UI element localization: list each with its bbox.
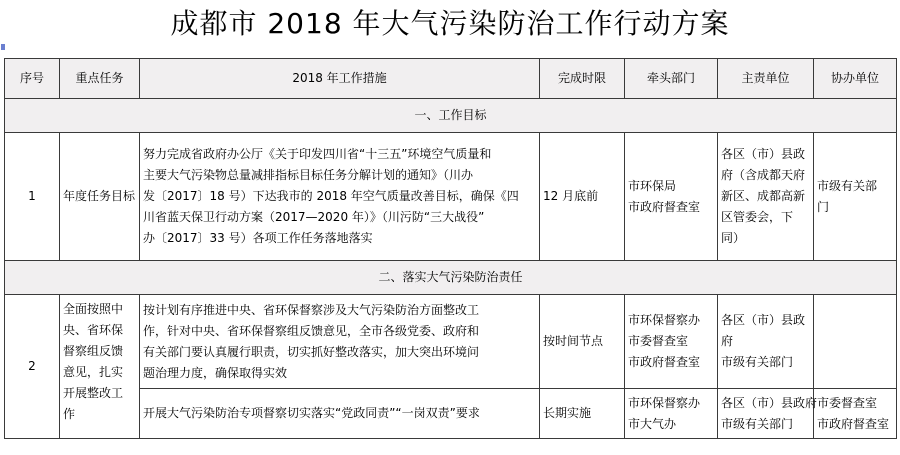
main-unit-line: 新区、成都高新 <box>721 189 806 203</box>
lead-dept-cell <box>625 133 718 261</box>
measures-cell: 开展大气污染防治专项督察切实落实“党政同责”“一岗双责”要求 <box>140 389 540 439</box>
header-cell-deadline: 完成时限 <box>540 59 625 99</box>
measure-line: 有关部门要认真履行职责，切实抓好整改落实，加大突出环境问 <box>143 344 480 359</box>
measure-line: 办〔2017〕33 号）各项工作任务落地落实 <box>143 231 373 245</box>
task-line: 意见，扎实 <box>63 365 124 379</box>
row-number: 1 <box>5 133 60 261</box>
row-number: 2 <box>5 295 60 439</box>
table-row <box>5 295 897 389</box>
deadline-cell: 长期实施 <box>540 389 625 439</box>
main-unit-line: 各区（市）县政 <box>721 147 806 161</box>
main-unit-cell <box>718 389 818 439</box>
header-cell-lead-dept: 牵头部门 <box>625 59 718 99</box>
task-line: 督察组反馈 <box>63 344 124 358</box>
header-cell-task: 重点任务 <box>60 59 140 99</box>
lead-dept-line: 市大气办 <box>628 416 677 431</box>
table-header-row <box>5 59 897 99</box>
main-unit-line: 区管委会，下 <box>721 210 794 224</box>
page-title: 成都市 2018 年大气污染防治工作行动方案 <box>170 7 730 40</box>
main-unit-line: 市级有关部门 <box>721 355 794 369</box>
lead-dept-line: 市政府督查室 <box>628 199 701 214</box>
assist-unit-cell <box>814 133 897 261</box>
main-unit-cell <box>718 295 814 389</box>
lead-dept-line: 市环保督察办 <box>628 395 701 410</box>
assist-unit-line: 市委督查室 <box>817 395 878 410</box>
header-cell-main-unit: 主责单位 <box>718 59 814 99</box>
task-line: 央、省环保 <box>63 323 124 337</box>
measure-line: 按计划有序推进中央、省环保督察涉及大气污染防治方面整改工 <box>143 302 480 317</box>
lead-dept-line: 市委督查室 <box>628 334 689 348</box>
header-cell-no: 序号 <box>5 59 60 99</box>
main-unit-line: 各区（市）县政 <box>721 313 806 327</box>
lead-dept-line: 市政府督查室 <box>628 355 701 369</box>
measure-line: 主要大气污染物总量减排指标目标任务分解计划的通知》（川办 <box>143 168 474 182</box>
measure-line: 题治理力度，确保取得实效 <box>143 365 288 380</box>
section-heading: 二、落实大气污染防治责任 <box>5 261 897 295</box>
main-unit-line: 各区（市）县政府 <box>721 395 818 410</box>
deadline-cell: 12 月底前 <box>540 133 625 261</box>
main-unit-line: 府 <box>721 334 734 348</box>
header-cell-assist-unit: 协办单位 <box>814 59 897 99</box>
measures-cell <box>140 295 540 389</box>
assist-unit-line: 市级有关部 <box>817 178 878 193</box>
main-unit-cell <box>718 133 814 261</box>
measure-line: 川省蓝天保卫行动方案（2017—2020 年）》（川污防“三大战役” <box>143 210 485 224</box>
lead-dept-line: 市环保督察办 <box>628 313 701 327</box>
main-unit-line: 府（含成都天府 <box>721 168 806 182</box>
main-unit-line: 市级有关部门 <box>721 416 794 431</box>
measures-cell <box>140 133 540 261</box>
anchor-marker <box>1 44 5 50</box>
section-heading: 一、工作目标 <box>5 99 897 133</box>
plan-table <box>4 58 897 439</box>
assist-unit-cell <box>814 389 897 439</box>
table-row <box>5 133 897 261</box>
key-task-cell: 年度任务目标 <box>60 133 140 261</box>
task-line: 作 <box>63 407 76 421</box>
task-line: 开展整改工 <box>63 386 124 400</box>
main-unit-line: 同） <box>721 231 746 245</box>
section-row-goals <box>5 99 897 133</box>
assist-unit-line: 市政府督查室 <box>817 416 890 431</box>
header-cell-measures: 2018 年工作措施 <box>140 59 540 99</box>
key-task-cell <box>60 295 140 439</box>
task-line: 全面按照中 <box>63 302 124 316</box>
assist-unit-cell <box>814 295 897 389</box>
lead-dept-cell <box>625 389 718 439</box>
measure-line: 发〔2017〕18 号）下达我市的 2018 年空气质量改善目标，确保《四 <box>143 189 519 203</box>
measure-line: 作，针对中央、省环保督察组反馈意见，全市各级党委、政府和 <box>143 323 480 338</box>
deadline-cell: 按时间节点 <box>540 295 625 389</box>
measure-line: 努力完成省政府办公厅《关于印发四川省“十三五”环境空气质量和 <box>143 147 492 161</box>
section-row-responsibility <box>5 261 897 295</box>
lead-dept-cell <box>625 295 718 389</box>
assist-unit-line: 门 <box>817 199 830 214</box>
lead-dept-line: 市环保局 <box>628 178 677 193</box>
